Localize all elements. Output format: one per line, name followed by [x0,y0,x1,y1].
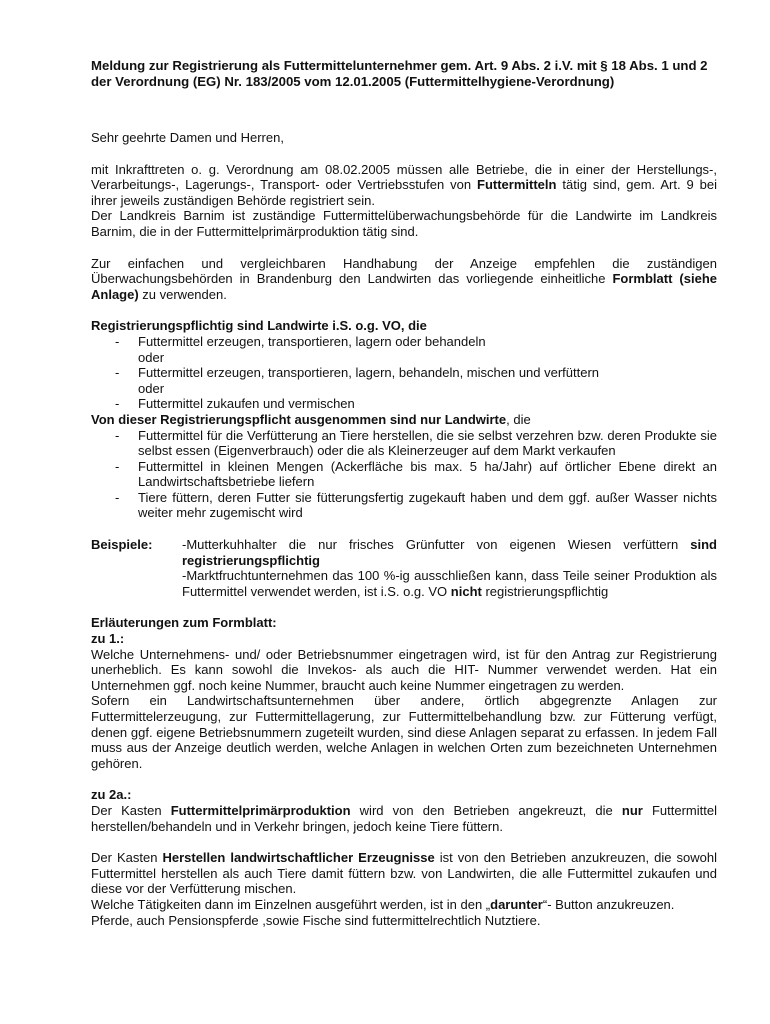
section-1-paragraph-2: Sofern ein Landwirtschaftsunternehmen über andere, örtlich abgegrenzte Anlagen zur Futtermittelerzeugung, zur Futtermittellagerung, zur Futtermittelbehandlung bzw. zur Fütterung verfügt, denen ggf. eigene Betriebsnummern zugeteilt wurden, sind diese Anlagen separat zu erfassen. In jedem Fall muss aus der Anzeige deutlich werden, welche Anlagen in welchen Orten zum bezeichneten Unternehmen gehören. [91,693,717,771]
example-2: -Marktfruchtunternehmen das 100 %-ig ausschließen kann, dass Teile seiner Produktion als Futtermittel verwendet werden, ist i.S. o.g. VO nicht registrierungspflichtig [182,568,717,599]
list-connector: oder [138,349,165,365]
list-item: - Futtermittel zukaufen und vermischen [115,396,355,412]
list-item: - Futtermittel erzeugen, transportieren, lagern, behandeln, mischen und verfüttern [115,365,600,381]
term-formblatt: Formblatt (siehe Anlage) [91,271,718,302]
explanations-heading: Erläuterungen zum Formblatt: [91,615,277,631]
salutation: Sehr geehrte Damen und Herren, [91,130,284,145]
section-2a-paragraph-2: Der Kasten Herstellen landwirtschaftlicher Erzeugnisse ist von den Betrieben anzukreuzen, die sowohl Futtermittel herstellen als auch Tiere damit füttern bzw. von Landwirten, die alle Futtermittel zukaufen und diese vor der Verfütterung mischen. [91,850,717,897]
intro-paragraph: mit Inkrafttreten o. g. Verordnung am 08.02.2005 müssen alle Betriebe, die in einer der Herstellungs-, Verarbeitungs-, Lagerungs-, Transport- oder Vertriebsstufen von Futtermitteln tätig sind, gem. Art. 9 bei ihrer jeweils zuständigen Behörde registriert sein. Der Landkreis Barnim ist zuständige Futtermittelüberwachungsbehörde für die Landwirte im Landkreis Barnim, die in der Futtermittelprimärproduktion tätig sind. [91,161,717,239]
section-2a-paragraph-4: Pferde, auch Pensionspferde ,sowie Fische sind futtermittelrechtlich Nutztiere. [91,912,541,928]
section-2a-heading: zu 2a.: [91,787,132,803]
list-item: - Futtermittel in kleinen Mengen (Ackerfläche bis max. 5 ha/Jahr) auf örtlicher Ebene direkt an Landwirtschaftsbetriebe liefern [115,458,717,490]
section-2a-paragraph-3: Welche Tätigkeiten dann im Einzelnen ausgeführt werden, ist in den „darunter“- Button anzukreuzen. [91,896,675,912]
term-futtermitteln: Futtermitteln [477,177,557,193]
form-recommendation-paragraph: Zur einfachen und vergleichbaren Handhabung der Anzeige empfehlen die zuständigen Überwachungsbehörden in Brandenburg den Landwirten das vorliegende einheitliche Formblatt (siehe Anlage) zu verwenden. [91,255,718,302]
list-item: - Futtermittel für die Verfütterung an Tiere herstellen, die sie selbst verzehren bzw. deren Produkte sie selbst essen (Eigenverbrauch) oder die als Kleinerzeuger auf dem Markt verkaufen [115,427,717,459]
exemption-heading: Von dieser Registrierungspflicht ausgenommen sind nur Landwirte, die [91,411,531,427]
list-connector: oder [138,380,165,396]
examples-block [91,537,717,599]
section-1-paragraph-1: Welche Unternehmens- und/ oder Betriebsnummer eingetragen wird, ist für den Antrag zur Registrierung unerheblich. Es kann sowohl die Invekos- als auch die HIT- Nummer verwendet werden. Hat ein Unternehmen ggf. noch keine Nummer, braucht auch keine Nummer eingetragen zu werden. [91,646,717,693]
section-2a-paragraph-1: Der Kasten Futtermittelprimärproduktion wird von den Betrieben angekreuzt, die nur Futtermittel herstellen/behandeln und in Verkehr bringen, jedoch keine Tiere füttern. [91,802,717,834]
document-page [91,58,717,928]
examples-label: Beispiele: [91,537,153,553]
list-item: - Futtermittel erzeugen, transportieren, lagern oder behandeln [115,333,486,349]
list-item: - Tiere füttern, deren Futter sie fütterungsfertig zugekauft haben und dem ggf. außer Wasser nichts weiter mehr zugemischt wird [115,489,717,521]
example-1: -Mutterkuhhalter die nur frisches Grünfutter von eigenen Wiesen verfüttern sind registrierungspflichtig [182,537,717,568]
section-1-heading: zu 1.: [91,631,125,647]
document-title: Meldung zur Registrierung als Futtermittelunternehmer gem. Art. 9 Abs. 2 i.V. mit § 18 Abs. 1 und 2 der Verordnung (EG) Nr. 183/2005 vom 12.01.2005 (Futtermittelhygiene-Verordnung) [91,58,708,89]
registration-heading: Registrierungspflichtig sind Landwirte i.S. o.g. VO, die [91,318,427,334]
